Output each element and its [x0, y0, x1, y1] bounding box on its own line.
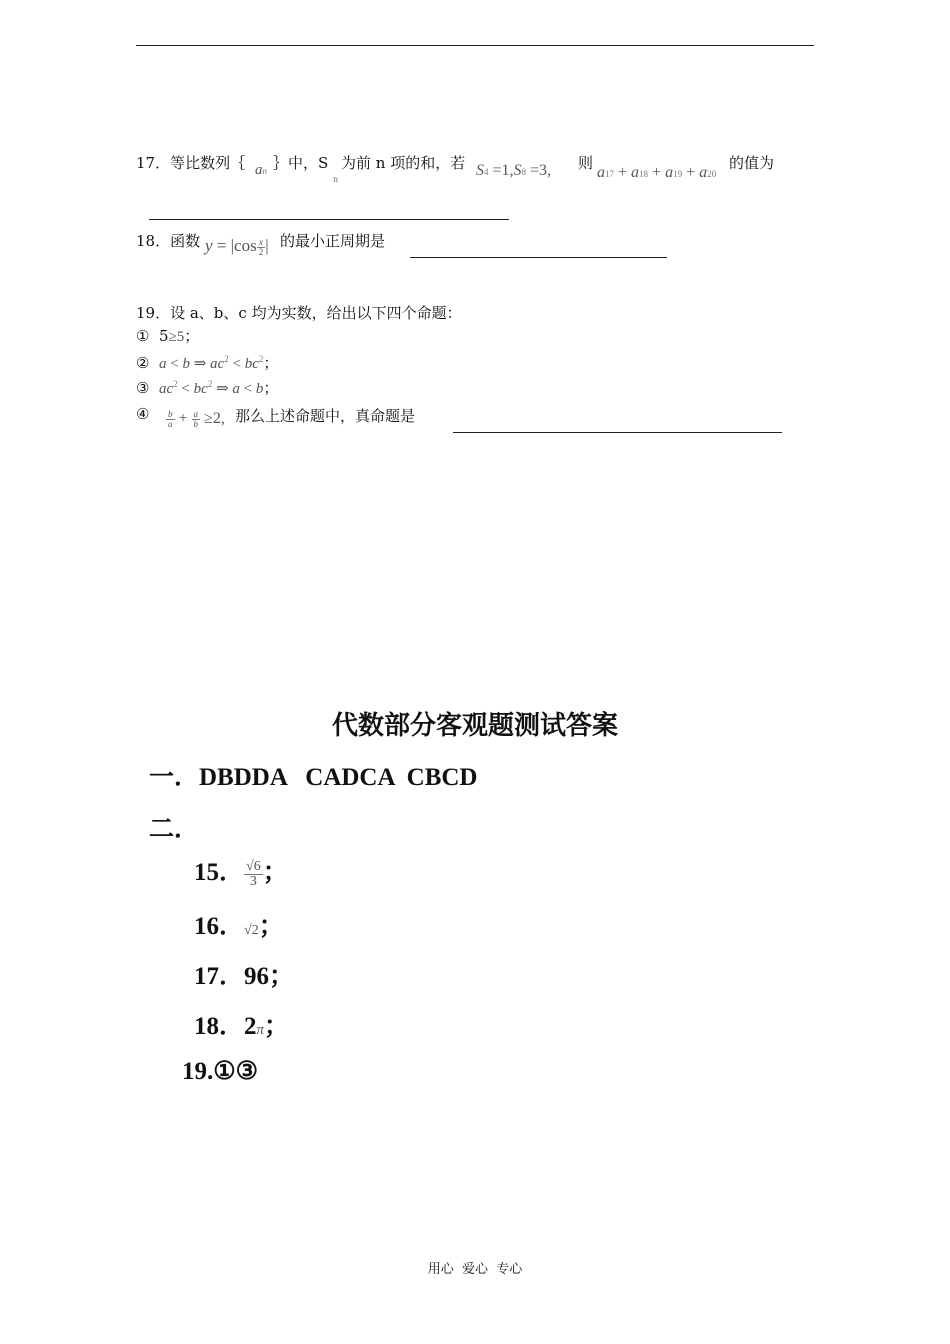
q18-function: y = |cos $\frac{x}{2}$ |	[205, 236, 269, 257]
answers-part-2: 二．	[149, 816, 200, 843]
answers-title: 代数部分客观题测试答案	[331, 711, 618, 741]
question-18: 18．函数	[136, 232, 201, 250]
header-rule	[136, 45, 814, 46]
answer-18: 18．2π；	[194, 1013, 290, 1040]
q18-answer-blank	[410, 257, 667, 258]
page-footer: 用心 爱心 专心	[427, 1262, 523, 1277]
question-17: 17．等比数列｛	[136, 154, 246, 172]
answer-19: 19.①③	[182, 1058, 259, 1085]
prop-2: ② a < b ⇒ $ac^2 < bc^2$；	[136, 354, 279, 372]
question-19: 19．设 a、b、c 均为实数，给出以下四个命题：	[136, 304, 462, 322]
q17-answer-blank	[149, 219, 509, 220]
q17-condition: S4 =1,S8 =3,	[476, 162, 552, 179]
prop-4-expr: $\frac{b}{a}$ + $\frac{a}{b}$ ≥2,	[168, 409, 225, 429]
prop-3: ③ $ac^2 < bc^2$ ⇒ a < b；	[136, 379, 279, 397]
prop-4: ④	[136, 405, 150, 423]
q17-sum: a17 + a18 + a19 + a20	[597, 164, 717, 181]
answer-15: 15． $\frac{√6}{3}$ ；	[194, 858, 288, 889]
q17-an: an	[255, 162, 267, 178]
answers-part-1: 一．DBDDA CADCA CBCD	[149, 764, 478, 791]
answer-17: 17．96；	[194, 963, 295, 990]
prop-1: ① 5≥5；	[136, 327, 200, 345]
answer-16: 16．√2；	[194, 913, 284, 940]
q19-answer-blank	[453, 432, 782, 433]
